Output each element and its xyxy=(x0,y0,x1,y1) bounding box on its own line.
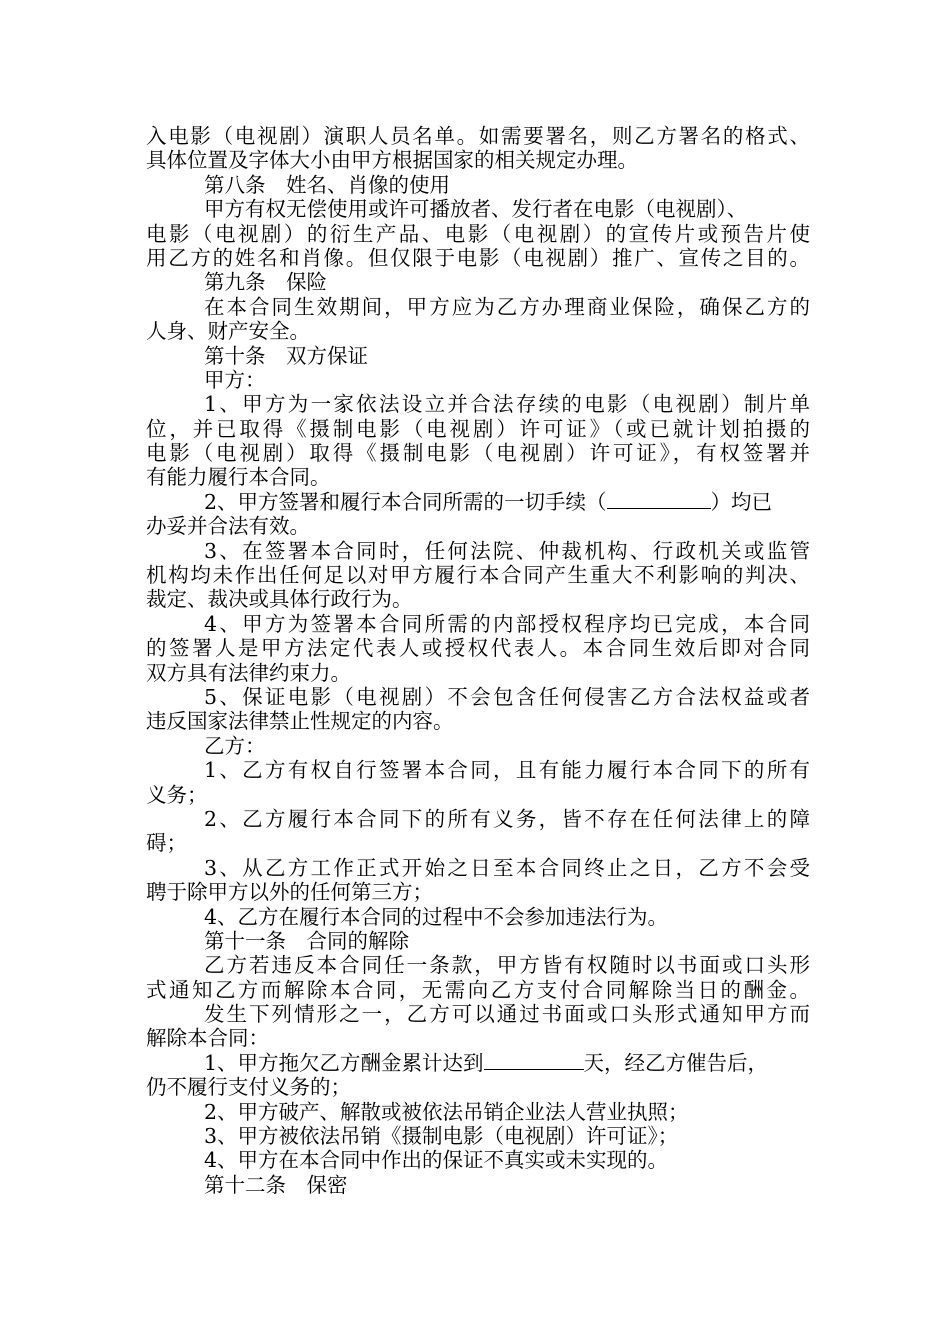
text-segment: 1、甲方拖欠乙方酬金累计达到 xyxy=(204,1050,484,1075)
text-segment: ）均已 xyxy=(710,489,773,514)
text-line: 电影（电视剧）取得《摄制电影（电视剧）许可证》，有权签署并 xyxy=(146,441,810,466)
text-line: 电影（电视剧）的衍生产品、电影（电视剧）的宣传片或预告片使 xyxy=(146,221,810,246)
text-line: 式通知乙方而解除本合同，无需向乙方支付合同解除当日的酬金。 xyxy=(146,977,810,1002)
text-line: 裁定、裁决或具体行政行为。 xyxy=(146,587,413,612)
text-line: 5、保证电影（电视剧）不会包含任何侵害乙方合法权益或者 xyxy=(204,684,810,709)
text-line: 用乙方的姓名和肖像。但仅限于电影（电视剧）推广、宣传之目的。 xyxy=(146,245,810,270)
text-line: 甲方： xyxy=(204,367,266,392)
text-line: 具体位置及字体大小由甲方根据国家的相关规定办理。 xyxy=(146,148,638,173)
text-line: 1、甲方为一家依法设立并合法存续的电影（电视剧）制片单 xyxy=(204,392,810,417)
text-line: 的签署人是甲方法定代表人或授权代表人。本合同生效后即对合同 xyxy=(146,636,810,661)
text-line: 违反国家法律禁止性规定的内容。 xyxy=(146,709,454,734)
text-line-with-blank xyxy=(146,490,810,514)
text-line: 3、在签署本合同时，任何法院、仲裁机构、行政机关或监管 xyxy=(204,538,810,563)
text-segment: 天，经乙方催告后， xyxy=(583,1050,769,1075)
text-line: 发生下列情形之一，乙方可以通过书面或口头形式通知甲方而 xyxy=(204,1002,810,1027)
text-line: 人身、财产安全。 xyxy=(146,319,310,344)
section-heading-9: 第九条 保险 xyxy=(204,270,327,295)
text-line: 解除本合同： xyxy=(146,1026,269,1051)
fill-in-blank xyxy=(484,1051,584,1070)
text-line: 3、从乙方工作正式开始之日至本合同终止之日，乙方不会受 xyxy=(204,855,810,880)
text-line: 4、乙方在履行本合同的过程中不会参加违法行为。 xyxy=(204,904,669,929)
text-line: 乙方： xyxy=(204,733,266,758)
text-line: 1、乙方有权自行签署本合同，且有能力履行本合同下的所有 xyxy=(204,758,810,783)
text-line-with-blank xyxy=(146,1051,810,1075)
text-line: 在本合同生效期间，甲方应为乙方办理商业保险，确保乙方的 xyxy=(204,294,810,319)
text-line: 乙方若违反本合同任一条款，甲方皆有权随时以书面或口头形 xyxy=(204,953,810,978)
text-line: 3、甲方被依法吊销《摄制电影（电视剧）许可证》； xyxy=(204,1124,679,1149)
text-line: 入电影（电视剧）演职人员名单。如需要署名，则乙方署名的格式、 xyxy=(146,124,810,148)
section-heading-12: 第十二条 保密 xyxy=(204,1172,348,1197)
text-line: 2、乙方履行本合同下的所有义务，皆不存在任何法律上的障 xyxy=(204,806,810,831)
text-line: 碍； xyxy=(146,831,187,856)
text-line: 办妥并合法有效。 xyxy=(146,514,310,539)
text-segment: 2、甲方签署和履行本合同所需的一切手续（ xyxy=(204,489,607,514)
section-heading-10: 第十条 双方保证 xyxy=(204,343,368,368)
text-line: 双方具有法律约束力。 xyxy=(146,660,351,685)
section-heading-11: 第十一条 合同的解除 xyxy=(204,928,409,953)
text-line: 机构均未作出任何足以对甲方履行本合同产生重大不利影响的判决、 xyxy=(146,563,810,588)
text-line: 4、甲方在本合同中作出的保证不真实或未实现的。 xyxy=(204,1148,669,1173)
text-line: 仍不履行支付义务的； xyxy=(146,1075,351,1100)
text-line: 有能力履行本合同。 xyxy=(146,465,331,490)
text-line: 义务； xyxy=(146,782,208,807)
text-line: 甲方有权无偿使用或许可播放者、发行者在电影（电视剧）、 xyxy=(204,197,748,222)
fill-in-blank xyxy=(607,490,711,509)
text-line: 4、甲方为签署本合同所需的内部授权程序均已完成，本合同 xyxy=(204,611,810,636)
document-page xyxy=(146,124,810,1197)
text-line: 聘于除甲方以外的任何第三方； xyxy=(146,880,433,905)
section-heading-8: 第八条 姓名、肖像的使用 xyxy=(204,172,450,197)
text-line: 2、甲方破产、解散或被依法吊销企业法人营业执照； xyxy=(204,1099,689,1124)
text-line: 位，并已取得《摄制电影（电视剧）许可证》（或已就计划拍摄的 xyxy=(146,416,810,441)
